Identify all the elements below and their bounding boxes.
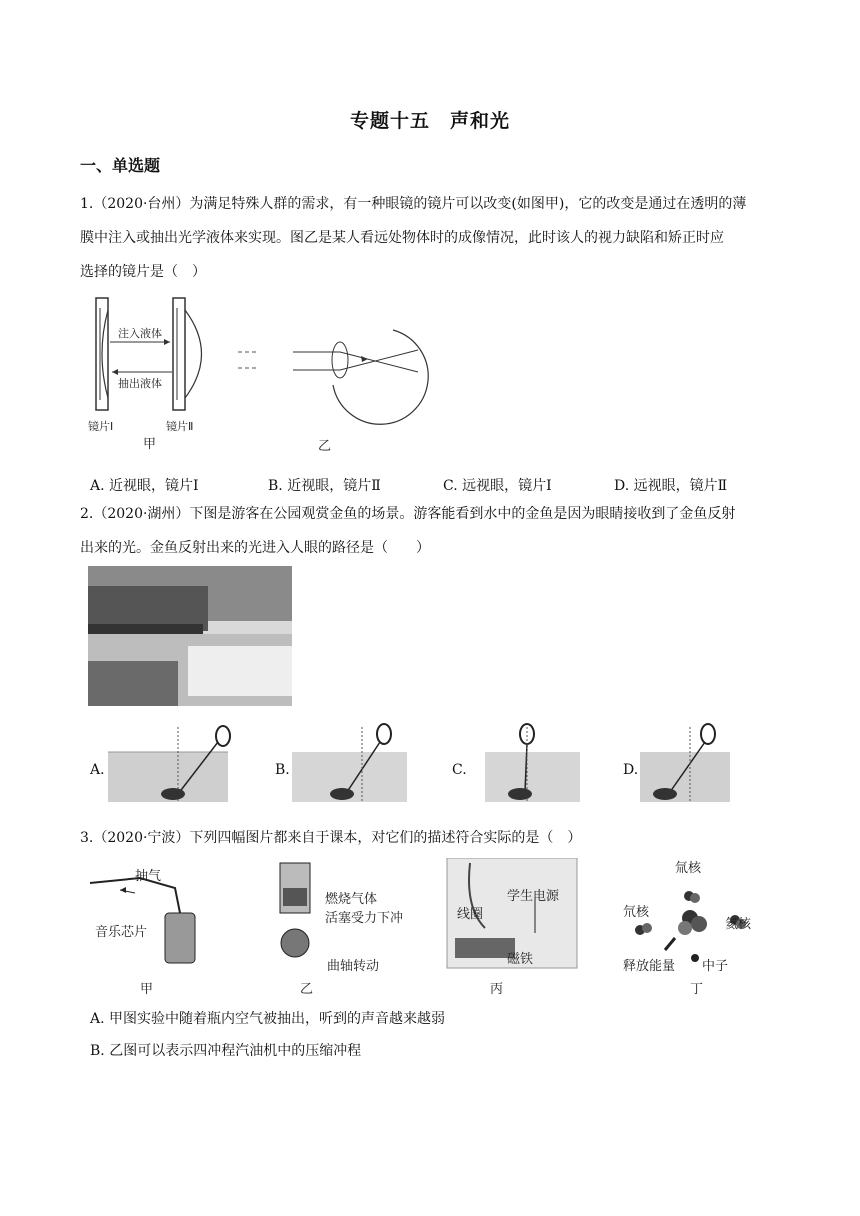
- bell-jar-figure: [90, 868, 195, 997]
- lens-1-diagram: [96, 298, 108, 410]
- helium-label: 氦核: [725, 917, 752, 932]
- inject-label: 注入液体: [118, 327, 162, 340]
- q3-option-a[interactable]: A. 甲图实验中随着瓶内空气被抽出，听到的声音越来越弱: [90, 1011, 446, 1027]
- q2-option-d-figure: [640, 722, 740, 807]
- gas-label: 燃烧气体: [325, 892, 378, 907]
- park-photo: [88, 566, 292, 706]
- tritium-label: 氚核: [675, 861, 702, 876]
- pump-label: 抽气: [135, 869, 162, 884]
- lens-1-label: 镜片Ⅰ: [88, 420, 114, 433]
- energy-label: 释放能量: [623, 959, 676, 974]
- q3-line-1: 3.（2020·宁波）下列四幅图片都来自于课本，对它们的描述符合实际的是（ ）: [80, 830, 582, 846]
- fig-jia-label-q3: 甲: [140, 982, 154, 997]
- fig-ding-label: 丁: [690, 982, 704, 997]
- q1-option-a[interactable]: A. 近视眼，镜片Ⅰ: [90, 478, 199, 494]
- fusion-figure: [623, 860, 752, 997]
- deuterium-label: 氘核: [623, 905, 650, 920]
- section-heading: 一、单选题: [80, 156, 161, 175]
- engine-figure: [280, 863, 403, 997]
- fig-yi-label: 乙: [318, 439, 332, 454]
- coil-label: 线圈: [457, 907, 484, 922]
- q2-option-d[interactable]: D.: [623, 762, 639, 778]
- q2-option-c[interactable]: C.: [452, 762, 467, 778]
- generator-figure: [447, 858, 577, 997]
- q2-option-b-figure: [292, 722, 422, 807]
- q1-option-b[interactable]: B. 近视眼，镜片Ⅱ: [268, 478, 381, 494]
- q2-option-b[interactable]: B.: [275, 762, 290, 778]
- q2-option-a-figure: [108, 722, 238, 807]
- q2-option-a[interactable]: A.: [90, 762, 105, 778]
- q1-option-d[interactable]: D. 远视眼，镜片Ⅱ: [614, 478, 728, 494]
- magnet-label: 磁铁: [507, 952, 534, 967]
- q1-line-1: 1.（2020·台州）为满足特殊人群的需求，有一种眼镜的镜片可以改变(如图甲)，它的改变是通过在透明的薄: [80, 196, 747, 212]
- question-1: [80, 187, 780, 289]
- power-label: 学生电源: [507, 889, 560, 904]
- q1-figure: [88, 290, 448, 460]
- extract-label: 抽出液体: [118, 377, 162, 390]
- fig-yi-label-q3: 乙: [300, 982, 314, 997]
- q2-line-2: 出来的光。金鱼反射出来的光进入人眼的路径是（ ）: [80, 540, 430, 556]
- q1-line-2: 膜中注入或抽出光学液体来实现。图乙是某人看远处物体时的成像情况，此时该人的视力缺陷和矫正时应: [80, 230, 724, 246]
- crank-label: 曲轴转动: [327, 959, 380, 974]
- chip-label: 音乐芯片: [95, 925, 148, 940]
- q2-line-1: 2.（2020·湖州）下图是游客在公园观赏金鱼的场景。游客能看到水中的金鱼是因为眼睛接收到了金鱼反射: [80, 506, 736, 522]
- page-title: 专题十五 声和光: [349, 110, 510, 132]
- lens-2-label: 镜片Ⅱ: [166, 420, 194, 433]
- q1-line-3: 选择的镜片是（ ）: [80, 264, 206, 280]
- fig-jia-label: 甲: [143, 437, 157, 452]
- q2-option-c-figure: [475, 722, 585, 807]
- lens-2-diagram: [173, 298, 202, 410]
- fig-bing-label: 丙: [490, 982, 504, 997]
- q1-option-c[interactable]: C. 远视眼，镜片Ⅰ: [443, 478, 552, 494]
- q3-option-b[interactable]: B. 乙图可以表示四冲程汽油机中的压缩冲程: [90, 1043, 362, 1059]
- question-3: [80, 821, 780, 855]
- question-2: [80, 497, 780, 565]
- neutron-label: 中子: [702, 959, 729, 974]
- piston-label: 活塞受力下冲: [325, 911, 404, 926]
- eye-diagram: [238, 330, 428, 424]
- q3-figures: [85, 858, 785, 998]
